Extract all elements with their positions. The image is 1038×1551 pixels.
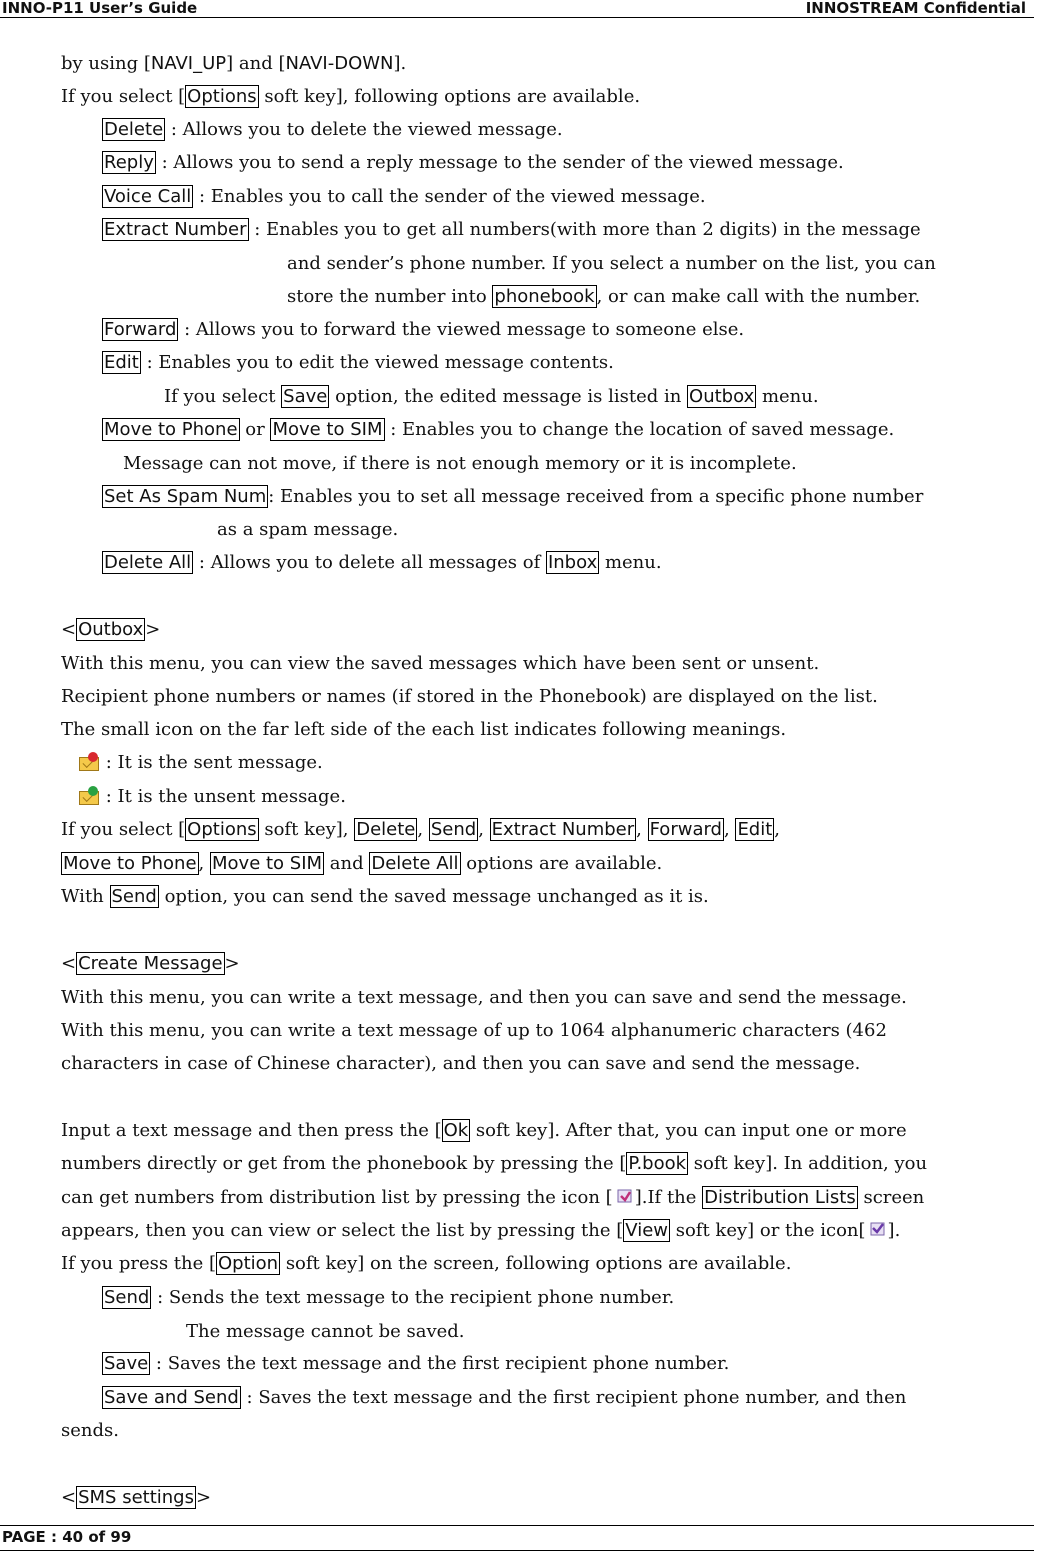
option-item: Extract Number : Enables you to get all numbers(with more than 2 digits) in the message — [104, 219, 921, 240]
option-forward: Forward — [104, 319, 177, 340]
option-move-to-sim: Move to SIM — [212, 853, 323, 874]
option-edit: Edit — [104, 352, 139, 373]
distribution-list-icon — [613, 1187, 635, 1205]
option-move-to-phone: Move to Phone — [104, 419, 238, 440]
section-heading-sms-settings: < SMS settings > — [61, 1487, 212, 1508]
text-line: store the number into phonebook , or can make call with the number. — [287, 286, 921, 307]
option-edit: Edit — [737, 819, 773, 840]
text-line: The small icon on the far left side of the each list indicates following meanings. — [61, 719, 787, 740]
text-line: can get numbers from distribution list by pressing the icon [ ].If the Distribution Lists screen — [61, 1187, 925, 1208]
sms-settings-heading-key: SMS settings — [78, 1487, 194, 1508]
option-item: Reply : Allows you to send a reply message to the sender of the viewed message. — [104, 152, 844, 173]
ok-key: Ok — [443, 1120, 469, 1141]
create-message-heading-key: Create Message — [78, 953, 223, 974]
text-line: With this menu, you can write a text message, and then you can save and send the message. — [61, 987, 907, 1008]
option-item: Delete All : Allows you to delete all messages of Inbox menu. — [104, 552, 662, 573]
outbox-key: Outbox — [689, 386, 755, 407]
pbook-key: P.book — [628, 1153, 687, 1174]
text-line: If you select [ Options soft key], following options are available. — [61, 86, 641, 107]
page-footer — [0, 1525, 1034, 1551]
option-voice-call: Voice Call — [104, 186, 192, 207]
text-line: sends. — [61, 1420, 119, 1441]
option-forward: Forward — [649, 819, 722, 840]
document-title: INNO-P11 User’s Guide — [2, 0, 198, 17]
text-line: : It is the unsent message. — [78, 785, 346, 809]
option-key: Option — [218, 1253, 279, 1274]
page-number: PAGE : 40 of 99 — [2, 1528, 132, 1546]
unsent-message-icon — [78, 786, 100, 804]
text-line: The message cannot be saved. — [186, 1321, 465, 1342]
option-delete: Delete — [356, 819, 416, 840]
option-reply: Reply — [104, 152, 154, 173]
option-item: Set As Spam Num : Enables you to set all message received from a specific phone number — [104, 486, 924, 507]
options-key: Options — [187, 819, 257, 840]
option-delete: Delete — [104, 119, 164, 140]
option-item: Forward : Allows you to forward the viewed message to someone else. — [104, 319, 745, 340]
option-move-to-sim: Move to SIM — [272, 419, 383, 440]
text-line: as a spam message. — [217, 519, 399, 540]
option-set-as-spam-num: Set As Spam Num — [104, 486, 267, 507]
option-send: Send — [430, 819, 477, 840]
option-item: Send : Sends the text message to the recipient phone number. — [104, 1287, 675, 1308]
option-item: Voice Call : Enables you to call the sender of the viewed message. — [104, 186, 706, 207]
options-key: Options — [187, 86, 257, 107]
option-item: Move to Phone or Move to SIM : Enables you to change the location of saved message. — [104, 419, 895, 440]
text-line: appears, then you can view or select the list by pressing the [ View soft key] or the icon[ ]. — [61, 1220, 901, 1241]
text-line: numbers directly or get from the phonebook by pressing the [ P.book soft key]. In addition, you — [61, 1153, 928, 1174]
option-item: Edit : Enables you to edit the viewed message contents. — [104, 352, 614, 373]
outbox-heading-key: Outbox — [78, 619, 144, 640]
inbox-key: Inbox — [547, 552, 598, 573]
text-line: Input a text message and then press the [ Ok soft key]. After that, you can input one or more — [61, 1120, 907, 1141]
section-heading-outbox: < Outbox > — [61, 619, 161, 640]
text-line: : It is the sent message. — [78, 751, 323, 775]
option-send: Send — [111, 886, 157, 907]
text-line: Message can not move, if there is not enough memory or it is incomplete. — [123, 453, 797, 474]
text-line: and sender’s phone number. If you select a number on the list, you can — [287, 253, 936, 274]
confidential-label: INNOSTREAM Confidential — [805, 0, 1026, 17]
option-save: Save — [104, 1353, 149, 1374]
option-delete-all: Delete All — [371, 853, 459, 874]
option-extract-number: Extract Number — [491, 819, 635, 840]
view-key: View — [625, 1220, 668, 1241]
save-key: Save — [283, 386, 328, 407]
option-item: Save and Send : Saves the text message and the first recipient phone number, and then — [104, 1387, 907, 1408]
key-navi-down: NAVI-DOWN — [285, 53, 394, 74]
text-line: If you select [ Options soft key], Delete , Send , Extract Number , Forward , Edit , — [61, 819, 781, 840]
text-line: by using [NAVI_UP] and [NAVI-DOWN]. — [61, 53, 407, 74]
view-list-icon — [866, 1220, 888, 1238]
option-item: Save : Saves the text message and the first recipient phone number. — [104, 1353, 730, 1374]
text-line: characters in case of Chinese character), and then you can save and send the message. — [61, 1053, 861, 1074]
option-send: Send — [104, 1287, 150, 1308]
page-header — [0, 0, 1034, 18]
option-extract-number: Extract Number — [104, 219, 247, 240]
key-navi-up: NAVI_UP — [150, 53, 227, 74]
distribution-lists-key: Distribution Lists — [704, 1187, 856, 1208]
text-line: Recipient phone numbers or names (if stored in the Phonebook) are displayed on the list. — [61, 686, 878, 707]
text-line: With this menu, you can write a text message of up to 1064 alphanumeric characters (462 — [61, 1020, 887, 1041]
text-line: If you select Save option, the edited message is listed in Outbox menu. — [164, 386, 819, 407]
option-item: Delete : Allows you to delete the viewed message. — [104, 119, 563, 140]
text-line: With Send option, you can send the saved message unchanged as it is. — [61, 886, 709, 907]
phonebook-key: phonebook — [494, 286, 595, 307]
option-move-to-phone: Move to Phone — [63, 853, 197, 874]
text-line: With this menu, you can view the saved messages which have been sent or unsent. — [61, 653, 820, 674]
text-line: Move to Phone , Move to SIM and Delete All options are available. — [63, 853, 663, 874]
text-line: If you press the [ Option soft key] on the screen, following options are available. — [61, 1253, 792, 1274]
option-delete-all: Delete All — [104, 552, 192, 573]
section-heading-create-message: < Create Message > — [61, 953, 240, 974]
option-save-and-send: Save and Send — [104, 1387, 239, 1408]
sent-message-icon — [78, 752, 100, 770]
